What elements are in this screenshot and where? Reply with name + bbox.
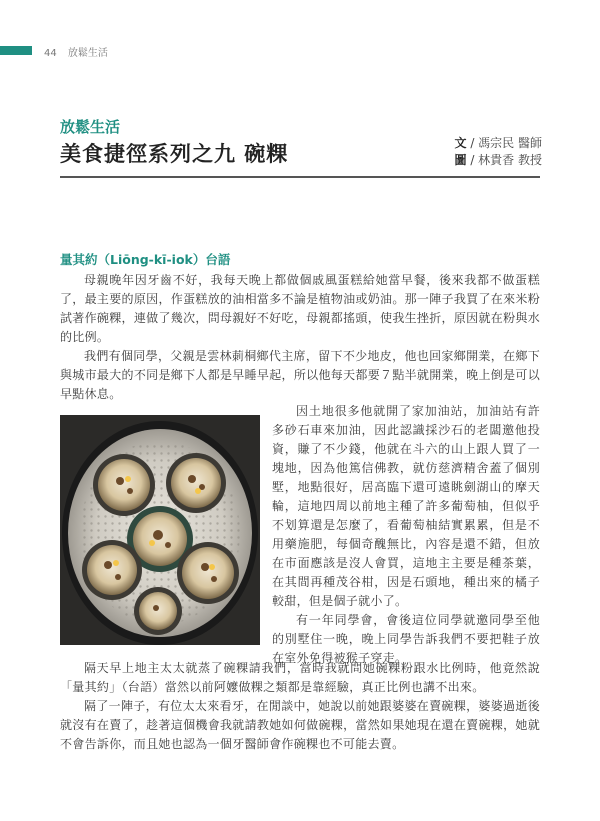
paragraph: 隔天早上地主太太就蒸了碗粿請我們，當時我就問她碗粿粉跟水比例時，他竟然說「量其約」（台語）當然以前阿嬤做粿之類都是靠經驗，真正比例也講不出來。 xyxy=(60,661,540,694)
paragraph: 因土地很多他就開了家加油站，加油站有許多砂石車來加油，因此認識採沙石的老闆邀他投資，賺了不少錢，他就在斗六的山上跟人買了一塊地，因為他篤信佛教，就仿慈濟精舍蓋了個別墅，地點很好，居高臨下還可遠眺劍湖山的摩天輪，這地四周以前地主種了許多葡萄柚，但似乎不划算還是怎麼了，看葡萄柚結實累累，但是不用藥施肥，每個奇醜無比，內容是還不錯，但放在市面應該是沒人會買，這地主主要是種茶葉，在其間再種茂谷柑，因是石頭地，種出來的橘子較甜，但是個子就小了。 xyxy=(272,404,540,608)
paragraph: 母親晚年因牙齒不好，我每天晚上都做個戚風蛋糕給她當早餐，後來我都不做蛋糕了，最主要的原因，作蛋糕放的油相當多不論是植物油或奶油。那一陣子我買了在來米粉試著作碗粿，連做了幾次，問母親好不好吃，母親都搖頭，使我生挫折，原因就在粉與水的比例。 xyxy=(60,273,540,344)
body-text-top xyxy=(60,271,540,404)
title-divider xyxy=(60,176,540,178)
byline xyxy=(454,135,542,169)
paragraph: 隔了一陣子，有位太太來看牙，在閒談中，她說以前她跟婆婆在賣碗粿，婆婆過逝後就沒有在賣了，趁著這個機會我就請教她如何做碗粿，當然如果她現在還在賣碗粿，她就不會告訴你，而且她也認為一個牙醫師會作碗粿也不可能去賣。 xyxy=(60,699,540,751)
running-head-section: 放鬆生活 xyxy=(67,48,108,59)
page-tab-marker xyxy=(0,46,32,55)
body-text-bottom xyxy=(60,659,540,754)
paragraph: 有一年同學會，會後這位同學就邀同學至他的別墅住一晚，晚上同學告訴我們不要把鞋子放在室外免得被猴子穿走。 xyxy=(272,613,540,665)
byline-photographer: 圖 / 林貴香 教授 xyxy=(454,153,542,167)
wan-gui-photo xyxy=(60,415,260,645)
article-title: 美食捷徑系列之九 碗粿 xyxy=(60,142,289,166)
section-heading: 量其約（Liōng-kī-iok）台語 xyxy=(60,252,231,267)
byline-author: 文 / 馮宗民 醫師 xyxy=(454,136,542,150)
body-text-column xyxy=(272,402,540,668)
paragraph: 我們有個同學，父親是雲林莿桐鄉代主席，留下不少地皮，他也回家鄉開業，在鄉下與城市最大的不同是鄉下人都是早睡早起，所以他每天都要７點半就開業，晚上倒是可以早點休息。 xyxy=(60,349,540,401)
page-number: 44 xyxy=(44,48,57,59)
running-head xyxy=(44,44,116,59)
article-kicker: 放鬆生活 xyxy=(60,118,121,136)
